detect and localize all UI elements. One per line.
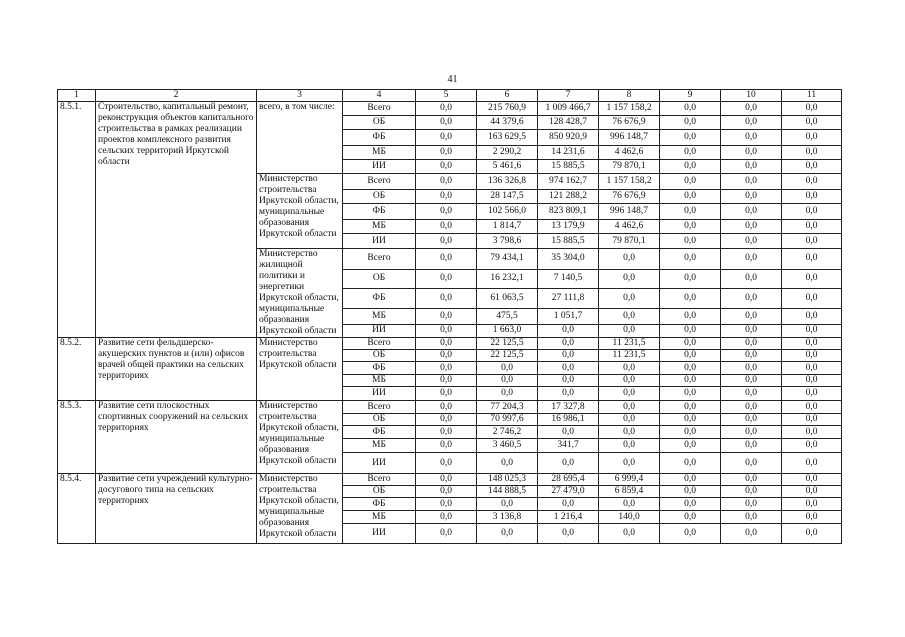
source-cell: ИИ: [343, 453, 416, 474]
value-cell: 0,0: [721, 439, 782, 453]
value-cell: 850 920,9: [538, 130, 599, 146]
value-cell: 0,0: [721, 524, 782, 544]
value-cell: 0,0: [660, 350, 721, 362]
value-cell: 0,0: [416, 289, 477, 309]
value-cell: 0,0: [721, 234, 782, 249]
value-cell: 0,0: [782, 486, 842, 498]
value-cell: 0,0: [782, 220, 842, 234]
source-cell: МБ: [343, 375, 416, 387]
value-cell: 0,0: [416, 401, 477, 414]
value-cell: 136 326,8: [477, 174, 538, 190]
value-cell: 0,0: [782, 511, 842, 524]
value-cell: 0,0: [660, 401, 721, 414]
value-cell: 0,0: [477, 524, 538, 544]
value-cell: 28 695,4: [538, 474, 599, 486]
value-cell: 0,0: [660, 498, 721, 511]
source-cell: МБ: [343, 511, 416, 524]
value-cell: 144 888,5: [477, 486, 538, 498]
value-cell: 0,0: [660, 174, 721, 190]
table-row: [58, 338, 842, 350]
value-cell: 0,0: [660, 130, 721, 146]
value-cell: 0,0: [538, 324, 599, 337]
value-cell: 11 231,5: [599, 338, 660, 350]
value-cell: 79 434,1: [477, 249, 538, 270]
value-cell: 0,0: [721, 426, 782, 439]
value-cell: 0,0: [782, 401, 842, 414]
row-code: 8.5.4.: [58, 474, 96, 544]
value-cell: 0,0: [782, 338, 842, 350]
value-cell: 27 111,8: [538, 289, 599, 309]
value-cell: 4 462,6: [599, 220, 660, 234]
header-cell: 11: [782, 90, 842, 102]
value-cell: 0,0: [416, 160, 477, 174]
value-cell: 0,0: [721, 220, 782, 234]
value-cell: 7 140,5: [538, 269, 599, 289]
value-cell: 0,0: [721, 324, 782, 337]
value-cell: 0,0: [538, 350, 599, 362]
value-cell: 0,0: [782, 174, 842, 190]
value-cell: 11 231,5: [599, 350, 660, 362]
source-cell: МБ: [343, 308, 416, 324]
value-cell: 0,0: [782, 498, 842, 511]
value-cell: 0,0: [721, 174, 782, 190]
row-name: Развитие сети плоскостных спортивных сооружений на сельских территориях: [96, 401, 257, 474]
value-cell: 0,0: [416, 498, 477, 511]
value-cell: 0,0: [782, 102, 842, 116]
source-cell: ОБ: [343, 414, 416, 426]
value-cell: 0,0: [721, 414, 782, 426]
value-cell: 0,0: [416, 146, 477, 160]
value-cell: 0,0: [721, 146, 782, 160]
value-cell: 0,0: [660, 414, 721, 426]
source-cell: ИИ: [343, 160, 416, 174]
value-cell: 76 676,9: [599, 190, 660, 204]
value-cell: 0,0: [477, 362, 538, 375]
value-cell: 28 147,5: [477, 190, 538, 204]
source-cell: Всего: [343, 474, 416, 486]
value-cell: 1 814,7: [477, 220, 538, 234]
value-cell: 0,0: [782, 146, 842, 160]
header-cell: 10: [721, 90, 782, 102]
value-cell: 0,0: [782, 362, 842, 375]
value-cell: 0,0: [782, 414, 842, 426]
value-cell: 0,0: [477, 375, 538, 387]
header-cell: 6: [477, 90, 538, 102]
value-cell: 0,0: [660, 289, 721, 309]
value-cell: 0,0: [721, 511, 782, 524]
source-cell: ФБ: [343, 289, 416, 309]
value-cell: 0,0: [782, 269, 842, 289]
source-cell: ФБ: [343, 498, 416, 511]
value-cell: 35 304,0: [538, 249, 599, 270]
value-cell: 0,0: [416, 102, 477, 116]
source-cell: ИИ: [343, 234, 416, 249]
value-cell: 16 986,1: [538, 414, 599, 426]
value-cell: 0,0: [599, 387, 660, 401]
value-cell: 3 798,6: [477, 234, 538, 249]
header-cell: 7: [538, 90, 599, 102]
value-cell: 3 136,8: [477, 511, 538, 524]
value-cell: 0,0: [782, 234, 842, 249]
header-cell: 2: [96, 90, 257, 102]
value-cell: 0,0: [782, 387, 842, 401]
value-cell: 0,0: [782, 289, 842, 309]
value-cell: 0,0: [660, 146, 721, 160]
value-cell: 0,0: [721, 190, 782, 204]
source-cell: ОБ: [343, 486, 416, 498]
value-cell: 1 157 158,2: [599, 102, 660, 116]
source-cell: ОБ: [343, 190, 416, 204]
value-cell: 0,0: [416, 324, 477, 337]
value-cell: 0,0: [721, 350, 782, 362]
value-cell: 0,0: [416, 190, 477, 204]
value-cell: 121 288,2: [538, 190, 599, 204]
table-row: [58, 401, 842, 414]
value-cell: 0,0: [782, 190, 842, 204]
value-cell: 0,0: [416, 174, 477, 190]
value-cell: 3 460,5: [477, 439, 538, 453]
value-cell: 0,0: [660, 426, 721, 439]
value-cell: 0,0: [721, 160, 782, 174]
value-cell: 0,0: [416, 414, 477, 426]
value-cell: 2 290,2: [477, 146, 538, 160]
value-cell: 0,0: [660, 308, 721, 324]
value-cell: 0,0: [416, 308, 477, 324]
value-cell: 1 009 466,7: [538, 102, 599, 116]
value-cell: 0,0: [599, 401, 660, 414]
page-number: 41: [447, 74, 458, 85]
value-cell: 1 051,7: [538, 308, 599, 324]
value-cell: 76 676,9: [599, 116, 660, 130]
value-cell: 0,0: [660, 249, 721, 270]
value-cell: 0,0: [416, 453, 477, 474]
header-cell: 9: [660, 90, 721, 102]
value-cell: 823 809,1: [538, 204, 599, 220]
value-cell: 0,0: [599, 289, 660, 309]
row-code: 8.5.2.: [58, 338, 96, 401]
value-cell: 77 204,3: [477, 401, 538, 414]
value-cell: 0,0: [660, 234, 721, 249]
value-cell: 0,0: [416, 234, 477, 249]
source-cell: Всего: [343, 338, 416, 350]
value-cell: 0,0: [782, 350, 842, 362]
source-cell: ФБ: [343, 362, 416, 375]
source-cell: ОБ: [343, 269, 416, 289]
source-cell: ФБ: [343, 204, 416, 220]
value-cell: 0,0: [721, 289, 782, 309]
value-cell: 0,0: [660, 524, 721, 544]
value-cell: 0,0: [416, 387, 477, 401]
value-cell: 0,0: [782, 453, 842, 474]
value-cell: 0,0: [782, 524, 842, 544]
value-cell: 0,0: [416, 439, 477, 453]
source-cell: МБ: [343, 146, 416, 160]
value-cell: 215 760,9: [477, 102, 538, 116]
value-cell: 0,0: [538, 387, 599, 401]
row-name: Развитие сети учреждений культурно-досугового типа на сельских территориях: [96, 474, 257, 544]
value-cell: 0,0: [721, 249, 782, 270]
executor: Министерство строительства Иркутской области, муниципальные образования Иркутской области: [257, 474, 343, 544]
value-cell: 0,0: [660, 220, 721, 234]
value-cell: 0,0: [782, 439, 842, 453]
value-cell: 0,0: [721, 375, 782, 387]
budget-table: [57, 89, 842, 544]
value-cell: 61 063,5: [477, 289, 538, 309]
value-cell: 996 148,7: [599, 204, 660, 220]
value-cell: 4 462,6: [599, 146, 660, 160]
source-cell: ИИ: [343, 324, 416, 337]
value-cell: 0,0: [721, 387, 782, 401]
value-cell: 15 885,5: [538, 234, 599, 249]
value-cell: 0,0: [538, 362, 599, 375]
value-cell: 0,0: [416, 524, 477, 544]
value-cell: 0,0: [721, 486, 782, 498]
header-cell: 4: [343, 90, 416, 102]
value-cell: 0,0: [782, 426, 842, 439]
value-cell: 0,0: [416, 350, 477, 362]
value-cell: 1 216,4: [538, 511, 599, 524]
value-cell: 102 566,0: [477, 204, 538, 220]
value-cell: 0,0: [416, 362, 477, 375]
header-cell: 5: [416, 90, 477, 102]
value-cell: 163 629,5: [477, 130, 538, 146]
value-cell: 0,0: [416, 204, 477, 220]
value-cell: 0,0: [721, 401, 782, 414]
header-cell: 8: [599, 90, 660, 102]
value-cell: 79 870,1: [599, 160, 660, 174]
value-cell: 128 428,7: [538, 116, 599, 130]
value-cell: 0,0: [538, 375, 599, 387]
value-cell: 0,0: [721, 308, 782, 324]
source-cell: МБ: [343, 439, 416, 453]
row-name: Строительство, капитальный ремонт, реконструкция объектов капитального строительства в рамках реализации проектов комплексного развития сельских территорий Иркутской области: [96, 102, 257, 338]
value-cell: 0,0: [599, 453, 660, 474]
value-cell: 0,0: [477, 387, 538, 401]
value-cell: 0,0: [721, 116, 782, 130]
value-cell: 0,0: [660, 338, 721, 350]
value-cell: 79 870,1: [599, 234, 660, 249]
value-cell: 0,0: [599, 249, 660, 270]
value-cell: 0,0: [416, 486, 477, 498]
value-cell: 0,0: [660, 453, 721, 474]
source-cell: Всего: [343, 401, 416, 414]
value-cell: 0,0: [660, 511, 721, 524]
source-cell: Всего: [343, 174, 416, 190]
value-cell: 0,0: [477, 498, 538, 511]
source-cell: МБ: [343, 220, 416, 234]
value-cell: 0,0: [416, 269, 477, 289]
value-cell: 22 125,5: [477, 338, 538, 350]
value-cell: 0,0: [538, 524, 599, 544]
value-cell: 0,0: [721, 474, 782, 486]
value-cell: 0,0: [599, 439, 660, 453]
value-cell: 0,0: [416, 426, 477, 439]
source-cell: Всего: [343, 102, 416, 116]
value-cell: 0,0: [782, 324, 842, 337]
table-header-row: [58, 90, 842, 102]
value-cell: 0,0: [660, 116, 721, 130]
row-code: 8.5.3.: [58, 401, 96, 474]
value-cell: 15 885,5: [538, 160, 599, 174]
value-cell: 70 997,6: [477, 414, 538, 426]
value-cell: 974 162,7: [538, 174, 599, 190]
value-cell: 0,0: [782, 204, 842, 220]
value-cell: 0,0: [416, 338, 477, 350]
header-cell: 3: [257, 90, 343, 102]
table-row: [58, 102, 842, 116]
value-cell: 17 327,8: [538, 401, 599, 414]
value-cell: 0,0: [782, 375, 842, 387]
value-cell: 0,0: [660, 486, 721, 498]
source-cell: ОБ: [343, 116, 416, 130]
value-cell: 0,0: [660, 160, 721, 174]
value-cell: 0,0: [721, 102, 782, 116]
executor: Министерство строительства Иркутской области, муниципальные образования Иркутской области: [257, 174, 343, 249]
value-cell: 0,0: [721, 338, 782, 350]
value-cell: 0,0: [660, 102, 721, 116]
value-cell: 0,0: [416, 511, 477, 524]
value-cell: 341,7: [538, 439, 599, 453]
value-cell: 0,0: [660, 474, 721, 486]
value-cell: 0,0: [721, 362, 782, 375]
value-cell: 0,0: [599, 308, 660, 324]
value-cell: 0,0: [782, 160, 842, 174]
source-cell: ИИ: [343, 524, 416, 544]
value-cell: 0,0: [599, 498, 660, 511]
value-cell: 0,0: [721, 498, 782, 511]
value-cell: 0,0: [660, 324, 721, 337]
value-cell: 0,0: [538, 453, 599, 474]
value-cell: 0,0: [782, 249, 842, 270]
value-cell: 0,0: [599, 324, 660, 337]
header-cell: 1: [58, 90, 96, 102]
value-cell: 0,0: [599, 426, 660, 439]
value-cell: 148 025,3: [477, 474, 538, 486]
value-cell: 0,0: [599, 375, 660, 387]
value-cell: 0,0: [660, 387, 721, 401]
value-cell: 0,0: [599, 362, 660, 375]
source-cell: ОБ: [343, 350, 416, 362]
value-cell: 0,0: [416, 116, 477, 130]
value-cell: 0,0: [782, 116, 842, 130]
value-cell: 0,0: [416, 220, 477, 234]
source-cell: Всего: [343, 249, 416, 270]
value-cell: 0,0: [599, 524, 660, 544]
value-cell: 0,0: [721, 204, 782, 220]
executor: всего, в том числе:: [257, 102, 343, 174]
table-row: [58, 474, 842, 486]
value-cell: 0,0: [782, 308, 842, 324]
value-cell: 0,0: [599, 269, 660, 289]
value-cell: 6 859,4: [599, 486, 660, 498]
source-cell: ФБ: [343, 130, 416, 146]
value-cell: 0,0: [538, 498, 599, 511]
value-cell: 0,0: [721, 269, 782, 289]
value-cell: 0,0: [416, 375, 477, 387]
value-cell: 0,0: [538, 426, 599, 439]
value-cell: 0,0: [477, 453, 538, 474]
source-cell: ФБ: [343, 426, 416, 439]
value-cell: 0,0: [660, 439, 721, 453]
executor: Министерство строительства Иркутской области, муниципальные образования Иркутской области: [257, 401, 343, 474]
value-cell: 13 179,9: [538, 220, 599, 234]
value-cell: 27 479,0: [538, 486, 599, 498]
value-cell: 1 663,0: [477, 324, 538, 337]
value-cell: 6 999,4: [599, 474, 660, 486]
value-cell: 14 231,6: [538, 146, 599, 160]
value-cell: 0,0: [721, 130, 782, 146]
value-cell: 475,5: [477, 308, 538, 324]
value-cell: 16 232,1: [477, 269, 538, 289]
value-cell: 0,0: [660, 190, 721, 204]
row-name: Развитие сети фельдшерско-акушерских пунктов и (или) офисов врачей общей практики на сельских территориях: [96, 338, 257, 401]
value-cell: 0,0: [660, 269, 721, 289]
row-code: 8.5.1.: [58, 102, 96, 338]
executor: Министерство строительства Иркутской области: [257, 338, 343, 401]
value-cell: 5 461,6: [477, 160, 538, 174]
executor: Министерство жилищной политики и энергетики Иркутской области, муниципальные образования Иркутской области: [257, 249, 343, 338]
value-cell: 996 148,7: [599, 130, 660, 146]
value-cell: 22 125,5: [477, 350, 538, 362]
value-cell: 2 746,2: [477, 426, 538, 439]
value-cell: 0,0: [416, 474, 477, 486]
source-cell: ИИ: [343, 387, 416, 401]
value-cell: 0,0: [782, 130, 842, 146]
value-cell: 0,0: [599, 414, 660, 426]
value-cell: 0,0: [660, 204, 721, 220]
value-cell: 140,0: [599, 511, 660, 524]
value-cell: 1 157 158,2: [599, 174, 660, 190]
value-cell: 44 379,6: [477, 116, 538, 130]
value-cell: 0,0: [721, 453, 782, 474]
value-cell: 0,0: [416, 249, 477, 270]
value-cell: 0,0: [416, 130, 477, 146]
value-cell: 0,0: [782, 474, 842, 486]
value-cell: 0,0: [660, 362, 721, 375]
value-cell: 0,0: [538, 338, 599, 350]
value-cell: 0,0: [660, 375, 721, 387]
